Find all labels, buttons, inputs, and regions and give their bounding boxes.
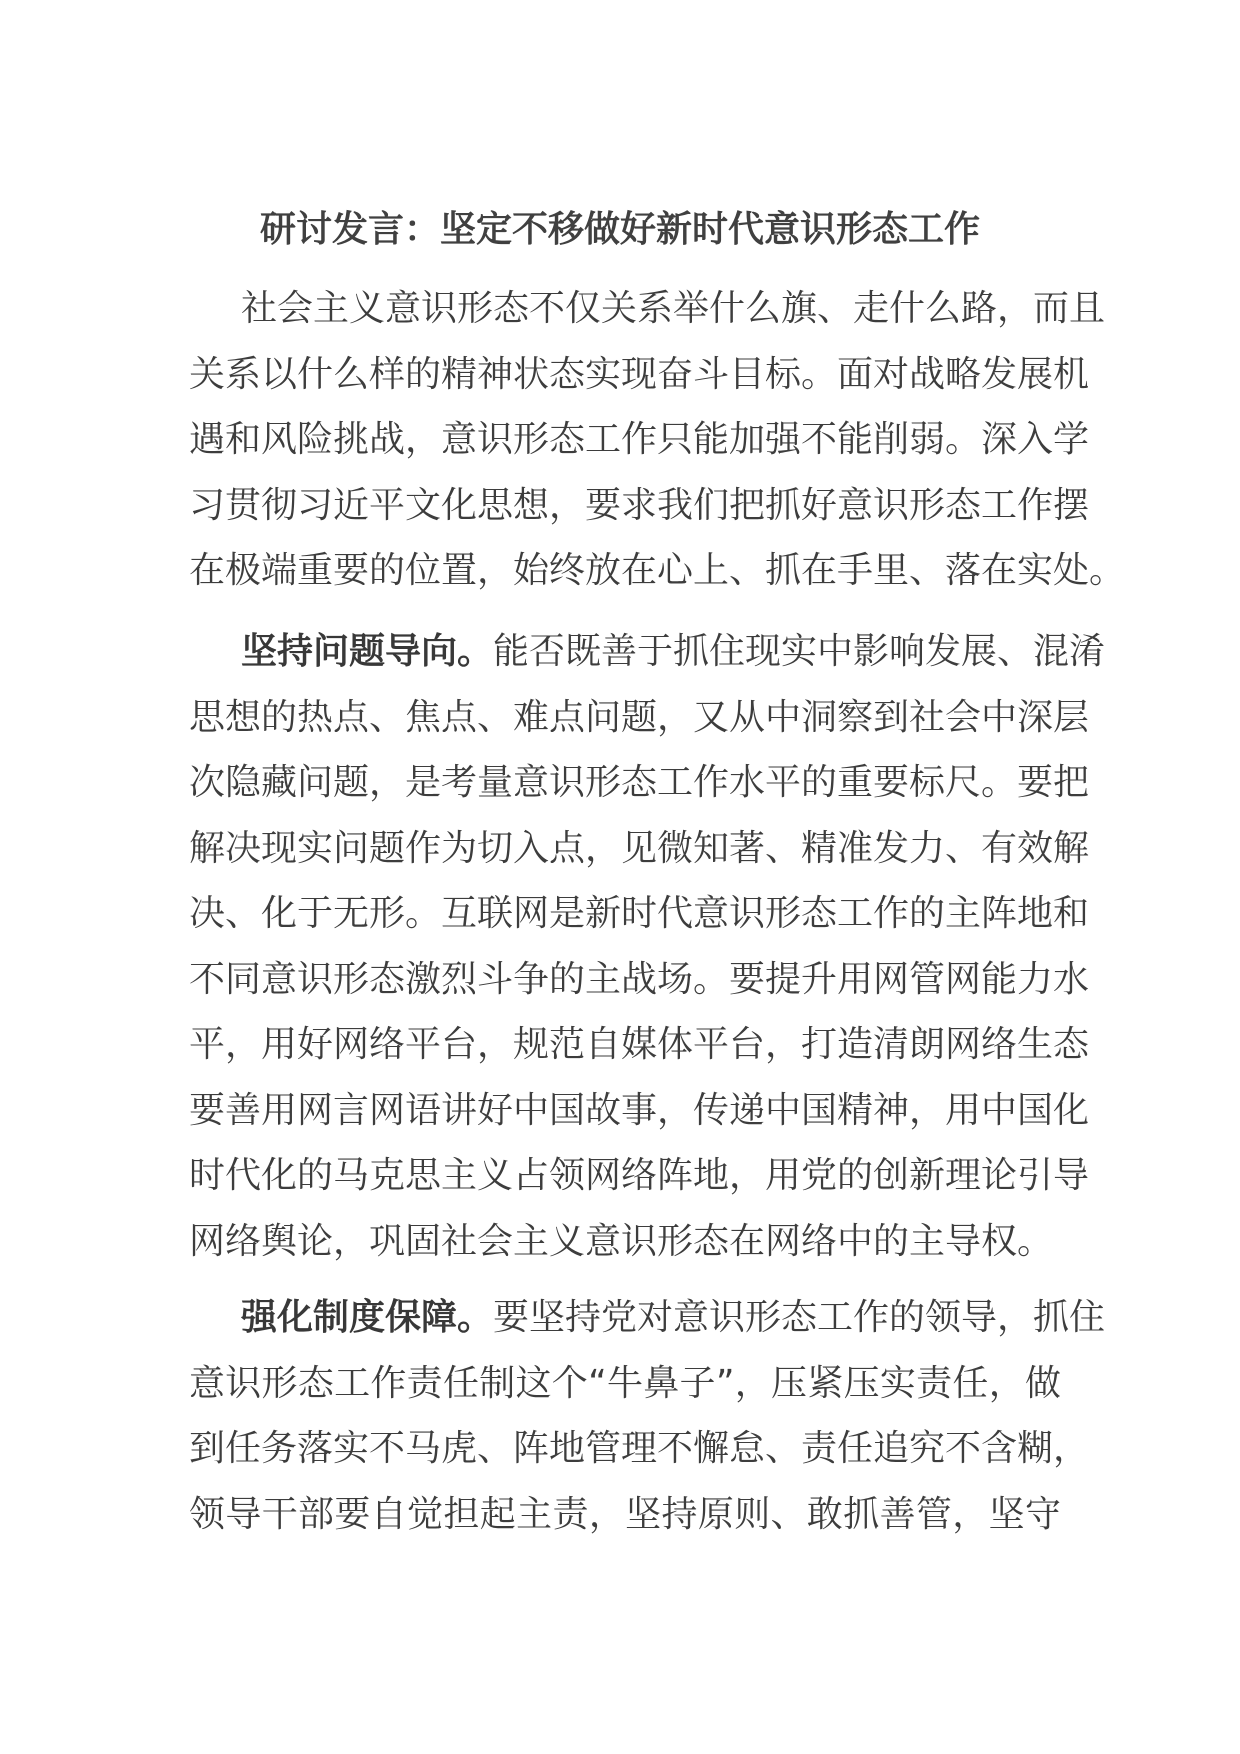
line-text: 要坚持党对意识形态工作的领导，抓住: [493, 1297, 1106, 1338]
paragraph-problem-orientation: [189, 619, 1106, 1274]
paragraph-lead: 强化制度保障。: [241, 1297, 494, 1338]
text-line: 到任务落实不马虎、阵地管理不懈怠、责任追究不含糊，: [189, 1428, 1090, 1469]
document-title: 研讨发言：坚定不移做好新时代意识形态工作: [259, 209, 980, 250]
text-line: 解决现实问题作为切入点，见微知著、精准发力、有效解: [189, 827, 1090, 869]
text-line: 网络舆论，巩固社会主义意识形态在网络中的主导权。: [189, 1220, 1054, 1262]
text-line: 时代化的马克思主义占领网络阵地，用党的创新理论引导: [189, 1155, 1090, 1196]
text-line: 领导干部要自觉担起主责，坚持原则、敢抓善管，坚守: [189, 1493, 1061, 1535]
line-text: 能否既善于抓住现实中影响发展、混淆: [493, 631, 1106, 672]
text-line: [189, 1285, 1106, 1351]
text-line: 关系以什么样的精神状态实现奋斗目标。面对战略发展机: [189, 353, 1090, 395]
text-line: 不同意识形态激烈斗争的主战场。要提升用网管网能力水: [189, 958, 1090, 1000]
paragraph-institutional-guarantee: [189, 1285, 1106, 1547]
text-line: 意识形态工作责任制这个“牛鼻子”，压紧压实责任，做: [189, 1362, 1061, 1404]
text-line: 思想的热点、焦点、难点问题，又从中洞察到社会中深层: [189, 696, 1090, 738]
text-line: 习贯彻习近平文化思想，要求我们把抓好意识形态工作摆: [189, 484, 1090, 526]
text-line: 次隐藏问题，是考量意识形态工作水平的重要标尺。要把: [189, 762, 1090, 803]
text-line: 社会主义意识形态不仅关系举什么旗、走什么路，而且: [241, 288, 1106, 329]
text-line: 要善用网言网语讲好中国故事，传递中国精神，用中国化: [189, 1089, 1090, 1131]
text-line: 决、化于无形。互联网是新时代意识形态工作的主阵地和: [189, 893, 1090, 934]
text-line: [189, 619, 1106, 685]
text-line: 遇和风险挑战，意识形态工作只能加强不能削弱。深入学: [189, 419, 1090, 460]
text-line: 平，用好网络平台，规范自媒体平台，打造清朗网络生态: [189, 1024, 1090, 1065]
text-line: 在极端重要的位置，始终放在心上、抓在手里、落在实处。: [189, 550, 1126, 591]
paragraph-intro: [189, 276, 1126, 604]
paragraph-lead: 坚持问题导向。: [241, 631, 494, 672]
